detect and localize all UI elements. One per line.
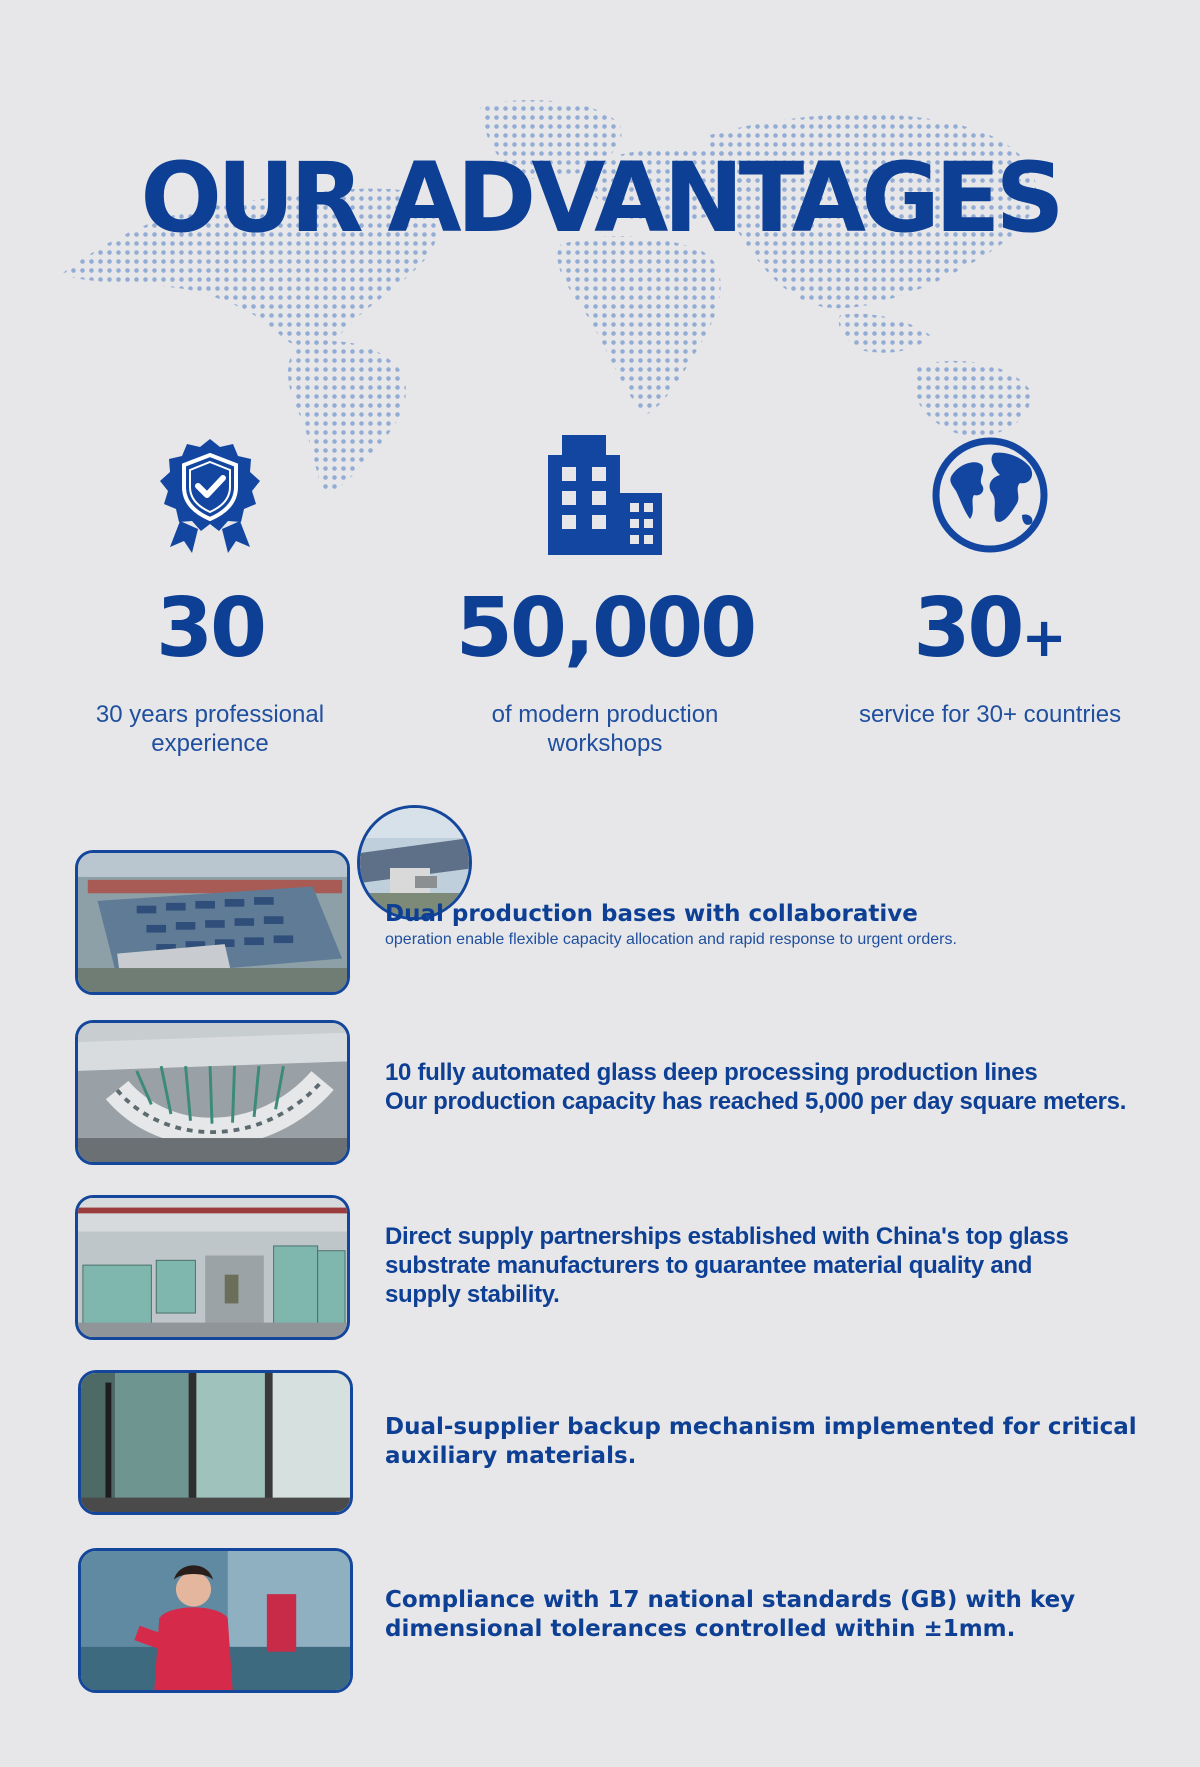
stat-value: 30 xyxy=(155,581,265,676)
feature-subtext: operation enable flexible capacity allocation and rapid response to urgent orders. xyxy=(385,931,957,948)
glass-panels-photo xyxy=(78,1370,353,1515)
stat-value-number: 30 xyxy=(913,581,1022,676)
feature-line: substrate manufacturers to guarantee material quality and xyxy=(385,1252,1033,1279)
feature-heading: Dual production bases with collaborative xyxy=(385,901,918,927)
stat-countries xyxy=(810,430,1170,729)
feature-line: Our production capacity has reached 5,000 per day square meters. xyxy=(385,1088,1127,1115)
stat-value-plus: + xyxy=(1021,606,1067,669)
quality-inspection-worker-photo xyxy=(78,1548,353,1693)
stat-caption: service for 30+ countries xyxy=(858,701,1122,728)
feature-line: supply stability. xyxy=(385,1281,560,1308)
feature-line: Compliance with 17 national standards (GB) with key xyxy=(385,1587,1076,1613)
feature-line: Direct supply partnerships established with China's top glass xyxy=(385,1223,1069,1250)
glass-warehouse-photo xyxy=(75,1195,350,1340)
feature-line: 10 fully automated glass deep processing production lines xyxy=(385,1059,1038,1086)
feature-line: dimensional tolerances controlled within ±1mm. xyxy=(385,1616,1016,1642)
stat-caption: of modern production workshops xyxy=(491,701,719,757)
feature-text xyxy=(385,1413,1137,1471)
feature-text xyxy=(385,1222,1069,1309)
stat-workshops xyxy=(425,430,785,758)
feature-line: auxiliary materials. xyxy=(385,1443,637,1469)
stat-experience xyxy=(30,430,390,758)
stat-caption: 30 years professional experience xyxy=(95,701,325,757)
stat-value xyxy=(810,581,1170,678)
page-title: OUR ADVANTAGES xyxy=(140,142,1060,254)
feature-line: Dual-supplier backup mechanism implemented for critical xyxy=(385,1414,1137,1440)
globe-icon xyxy=(810,430,1170,560)
feature-text xyxy=(385,900,957,949)
automated-production-line-photo xyxy=(75,1020,350,1165)
buildings-icon xyxy=(425,430,785,560)
stat-value: 50,000 xyxy=(455,581,755,676)
shield-check-badge-icon xyxy=(30,430,390,560)
production-base-aerial-photo xyxy=(75,850,350,995)
feature-text xyxy=(385,1058,1126,1116)
feature-text xyxy=(385,1586,1075,1644)
